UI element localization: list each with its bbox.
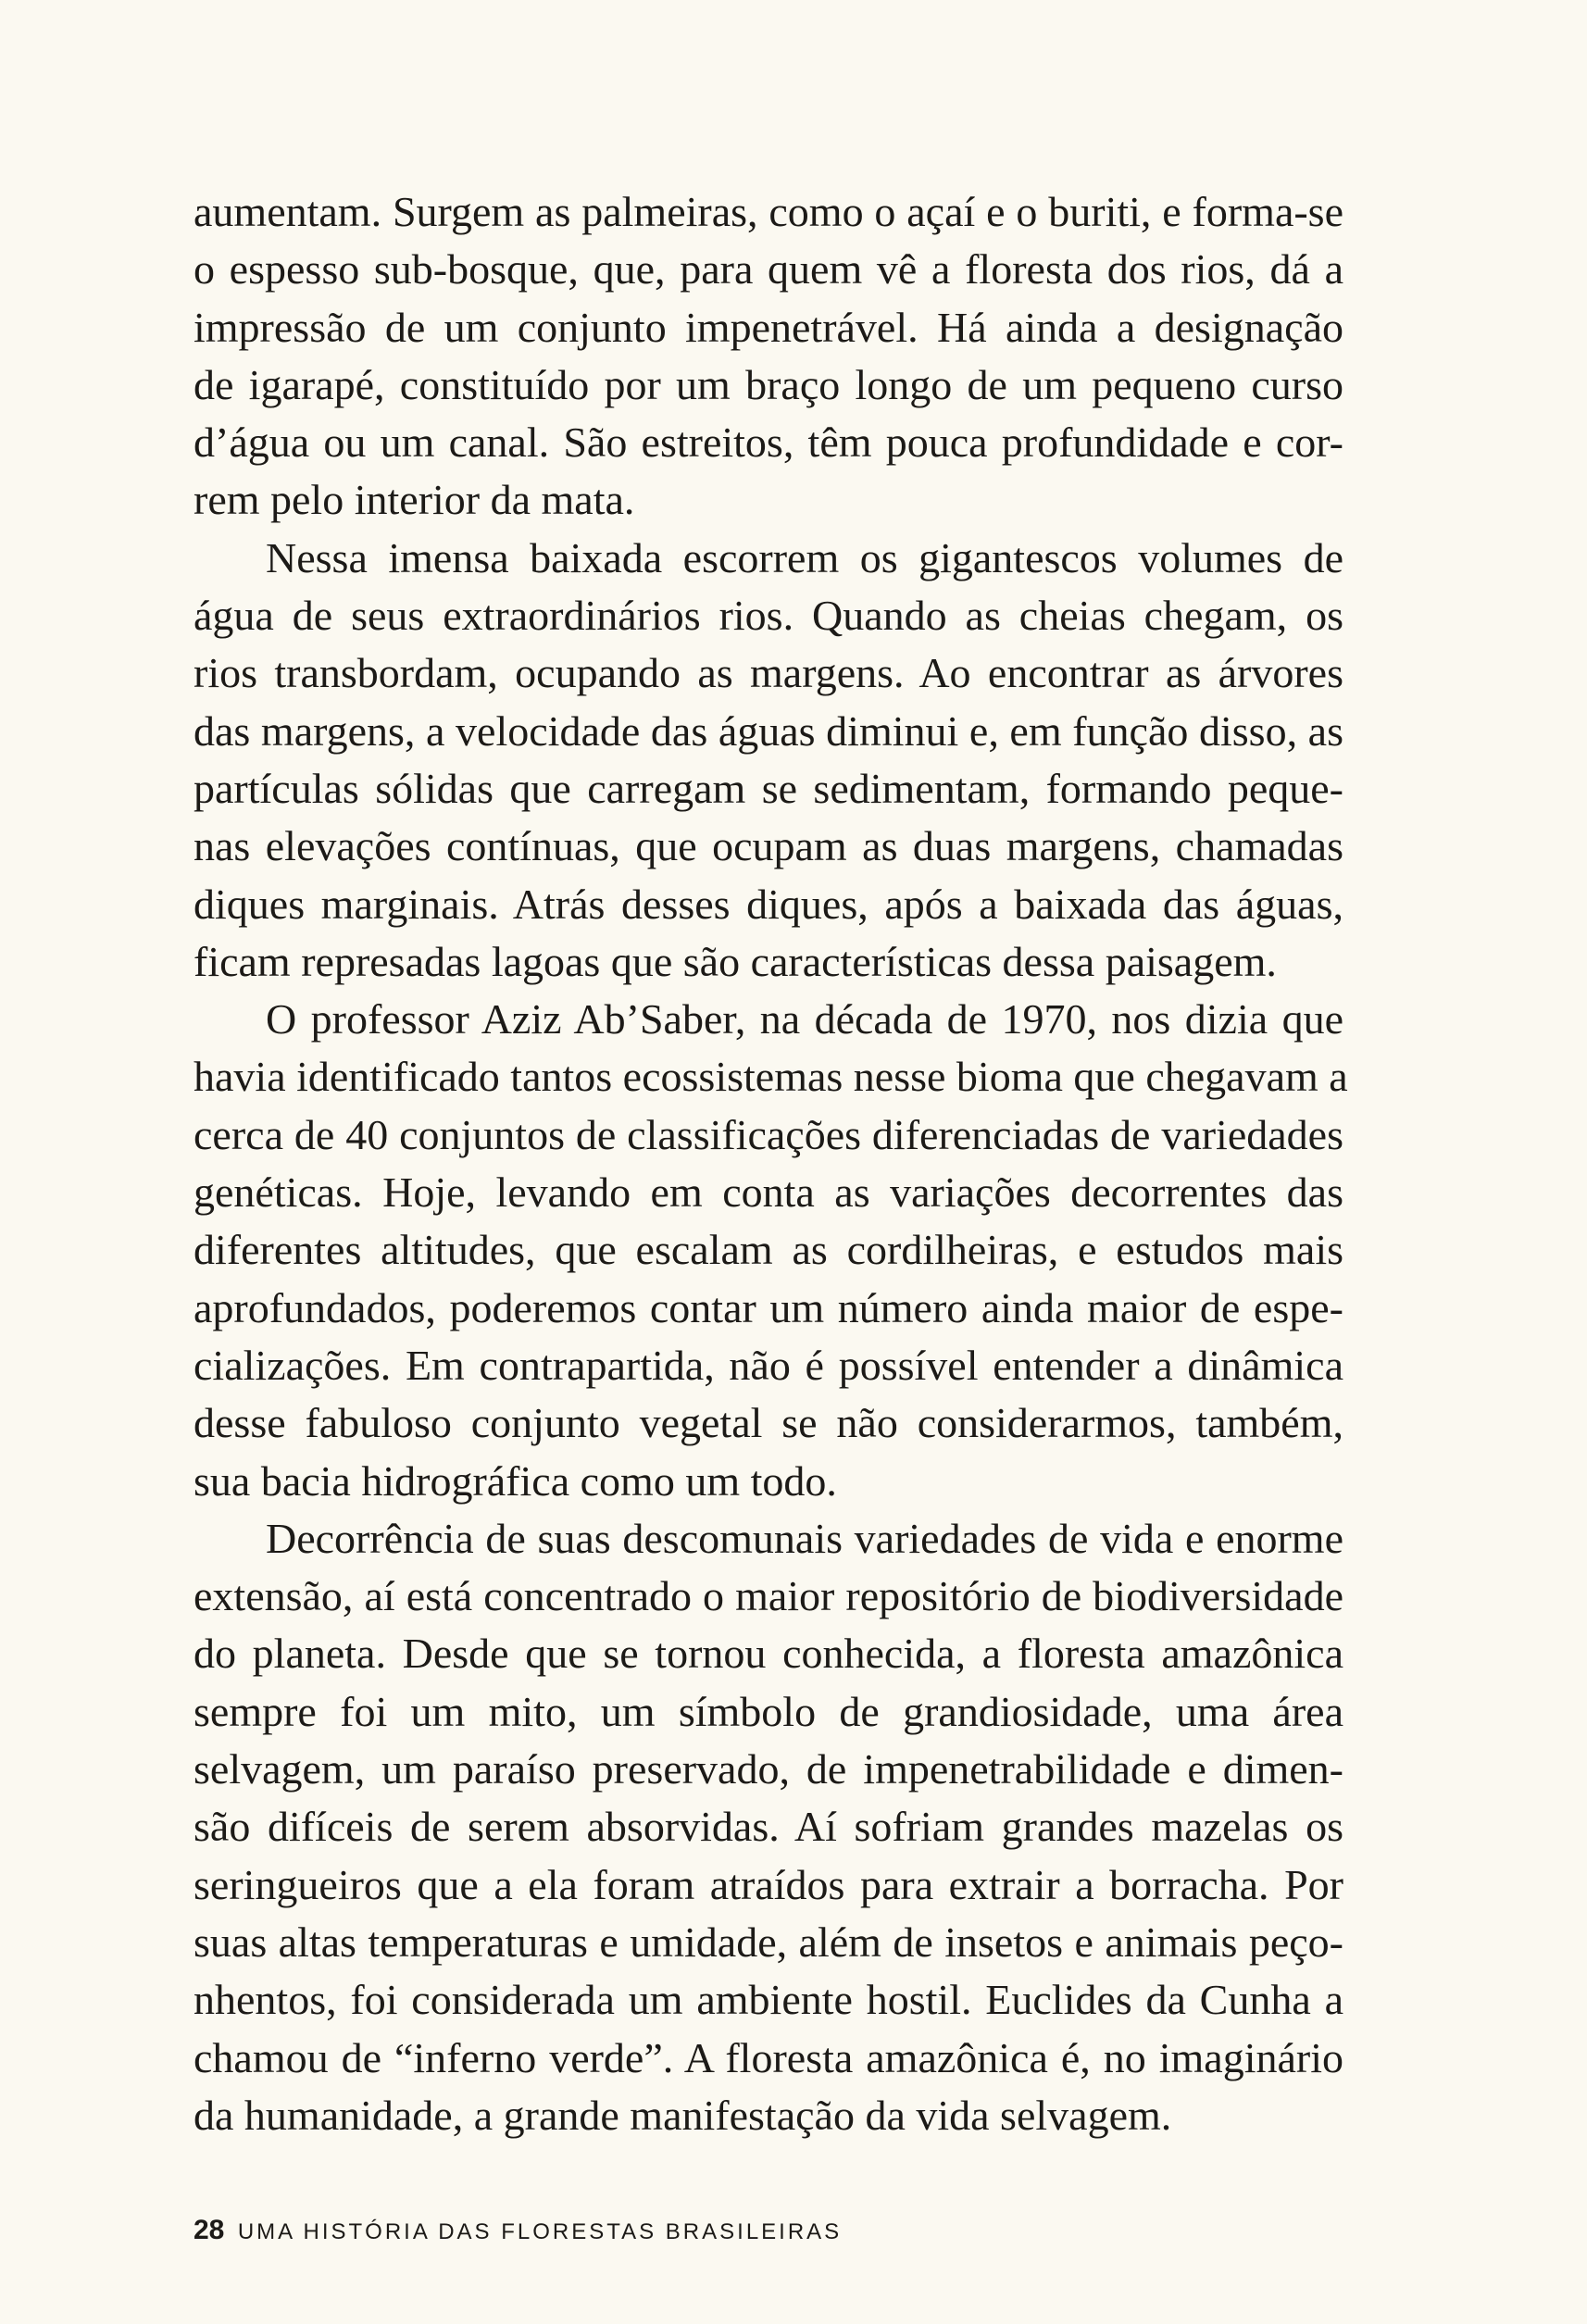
text-line: desse fabuloso conjunto vegetal se não considerarmos, também, <box>194 1399 1343 1447</box>
text-line: suas altas temperaturas e umidade, além de insetos e animais peço- <box>194 1918 1343 1966</box>
paragraph-1 <box>194 183 1343 530</box>
text-line: da humanidade, a grande manifestação da vida selvagem. <box>194 2091 1172 2139</box>
text-line: do planeta. Desde que se tornou conhecida, a floresta amazônica <box>194 1630 1343 1678</box>
text-line: cerca de 40 conjuntos de classificações diferenciadas de variedades <box>194 1110 1343 1158</box>
text-line: seringueiros que a ela foram atraídos para extrair a borracha. Por <box>194 1860 1343 1908</box>
text-line: impressão de um conjunto impenetrável. Há ainda a designação <box>194 303 1343 351</box>
text-line: chamou de “inferno verde”. A floresta amazônica é, no imaginário <box>194 2033 1343 2081</box>
text-line: diques marginais. Atrás desses diques, após a baixada das águas, <box>194 880 1343 928</box>
text-line: nhentos, foi considerada um ambiente hostil. Euclides da Cunha a <box>194 1976 1343 2024</box>
text-line: aumentam. Surgem as palmeiras, como o açaí e o buriti, e forma-se <box>194 188 1343 235</box>
text-line: são difíceis de serem absorvidas. Aí sofriam grandes mazelas os <box>194 1803 1343 1851</box>
text-line: sempre foi um mito, um símbolo de grandiosidade, uma área <box>194 1687 1343 1735</box>
text-line: nas elevações contínuas, que ocupam as duas margens, chamadas <box>194 822 1343 870</box>
text-line: rios transbordam, ocupando as margens. Ao encontrar as árvores <box>194 649 1343 697</box>
text-line: d’água ou um canal. São estreitos, têm pouca profundidade e cor- <box>194 419 1343 467</box>
text-line: rem pelo interior da mata. <box>194 476 635 524</box>
paragraph-3 <box>194 991 1348 1510</box>
paragraph-4 <box>194 1510 1343 2144</box>
text-line: genéticas. Hoje, levando em conta as variações decorrentes das <box>194 1168 1343 1217</box>
text-line: água de seus extraordinários rios. Quando as cheias chegam, os <box>194 592 1343 640</box>
text-line: ficam represadas lagoas que são características dessa paisagem. <box>194 937 1277 985</box>
page-number: 28 <box>194 2215 225 2245</box>
page-body <box>194 183 1348 2144</box>
text-line: aprofundados, poderemos contar um número ainda maior de espe- <box>194 1283 1343 1331</box>
text-line: havia identificado tantos ecossistemas nesse bioma que chegavam a <box>194 1053 1348 1101</box>
page-footer <box>194 2215 842 2246</box>
text-line: Nessa imensa baixada escorrem os gigantescos volumes de <box>266 533 1343 581</box>
running-title: UMA HISTÓRIA DAS FLORESTAS BRASILEIRAS <box>237 2219 843 2244</box>
text-line: Decorrência de suas descomunais variedades de vida e enorme <box>266 1514 1343 1562</box>
text-line: de igarapé, constituído por um braço longo de um pequeno curso <box>194 360 1343 408</box>
text-line: selvagem, um paraíso preservado, de impenetrabilidade e dimen- <box>194 1745 1343 1793</box>
text-line: diferentes altitudes, que escalam as cordilheiras, e estudos mais <box>194 1226 1343 1274</box>
text-line: cializações. Em contrapartida, não é possível entender a dinâmica <box>194 1341 1343 1389</box>
paragraph-2 <box>194 530 1343 991</box>
text-line: partículas sólidas que carregam se sedimentam, formando peque- <box>194 764 1343 812</box>
text-line: O professor Aziz Ab’Saber, na década de 1970, nos dizia que <box>266 995 1343 1043</box>
text-line: sua bacia hidrográfica como um todo. <box>194 1456 837 1505</box>
text-line: extensão, aí está concentrado o maior repositório de biodiversidade <box>194 1572 1343 1620</box>
text-line: o espesso sub-bosque, que, para quem vê a floresta dos rios, dá a <box>194 245 1343 294</box>
text-line: das margens, a velocidade das águas diminui e, em função disso, as <box>194 706 1343 755</box>
